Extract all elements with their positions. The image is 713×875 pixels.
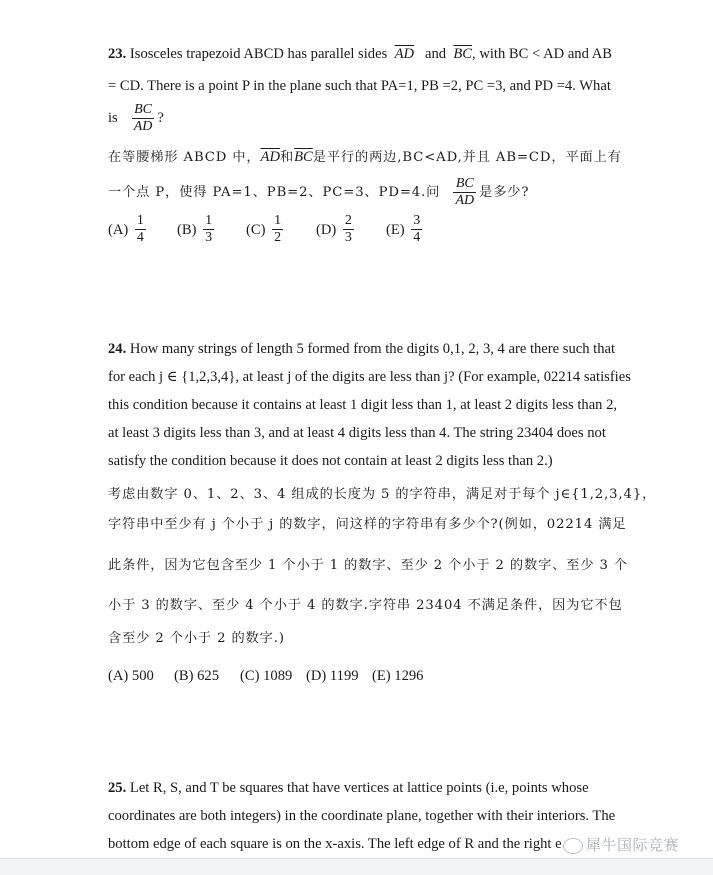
choice-e[interactable]: (E) 1296: [372, 668, 424, 684]
segment-bc: $\overline{BC}$: [453, 46, 473, 62]
q24-en-line-4: at least 3 digits less than 3, and at least 4 digits less than 4. The string 23404 does not: [108, 425, 606, 441]
q23-en-line-3: is $\frac{BC}{AD}$ ?: [108, 102, 164, 134]
q24-cn-line-2: 字符串中至少有 j 个小于 j 的数字，问这样的字符串有多少个?(例如，02214 满足: [108, 517, 627, 532]
q24-answer-choices: [108, 667, 528, 687]
watermark: 犀牛国际竞赛: [563, 834, 679, 855]
q24-cn-line-3: 此条件，因为它包含至少 1 个小于 1 的数字、至少 2 个小于 2 的数字、至少 3 个: [108, 558, 628, 573]
q24-cn-line-5: 含至少 2 个小于 2 的数字.): [108, 631, 285, 646]
fraction-bc-over-ad: $\frac{BC}{AD}$: [133, 102, 153, 134]
q23-en-line-2: = CD. There is a point P in the plane such that PA=1, PB =2, PC =3, and PD =4. What: [108, 78, 611, 94]
segment-ad: $\overline{AD}$: [394, 46, 415, 62]
q25-en-line-1: 25. Let R, S, and T be squares that have vertices at lattice points (i.e, points whose: [108, 780, 589, 796]
segment-ad: $\overline{AD}$: [260, 149, 280, 165]
wechat-icon: [563, 838, 583, 854]
choice-a[interactable]: (A) 500: [108, 668, 154, 684]
q23-en-line-1: 23. Isosceles trapezoid ABCD has parallel sides $\overline{AD}$ and $\overline{BC}$, with BC < AD and AB: [108, 46, 613, 62]
fraction-bc-over-ad: $\frac{BC}{AD}$: [455, 176, 475, 208]
choice-c[interactable]: (C) $\frac{1}{2}$: [246, 213, 282, 245]
choice-c[interactable]: (C) 1089: [240, 668, 293, 684]
choice-fraction: $\frac{1}{2}$: [274, 213, 282, 245]
q25-en-line-3: bottom edge of each square is on the x-axis. The left edge of R and the right e: [108, 836, 562, 852]
q24-cn-line-1: 考虑由数字 0、1、2、3、4 组成的长度为 5 的字符串，满足对于每个 j∈{1,2,3,4}，: [108, 487, 657, 502]
choice-b[interactable]: (B) 625: [174, 668, 219, 684]
q24-en-line-5: satisfy the condition because it does not contain at least 2 digits less than 2.): [108, 453, 553, 469]
q24-en-line-3: this condition because it contains at least 1 digit less than 1, at least 2 digits less than 2,: [108, 397, 618, 413]
choice-a[interactable]: (A) $\frac{1}{4}$: [108, 213, 144, 245]
q24-en-line-2: for each j ∈ {1,2,3,4}, at least j of the digits are less than j? (For example, 02214 satisfies: [108, 369, 631, 385]
choice-b[interactable]: (B) $\frac{1}{3}$: [177, 213, 213, 245]
q23-cn-line-1: 在等腰梯形 ABCD 中，$\overline{AD}$和$\overline{BC}$是平行的两边,BC<AD,并且 AB=CD，平面上有: [108, 149, 622, 165]
choice-d[interactable]: (D) 1199: [306, 668, 359, 684]
question-number: 25.: [108, 780, 127, 796]
choice-d[interactable]: (D) $\frac{2}{3}$: [316, 213, 352, 245]
q24-cn-line-4: 小于 3 的数字、至少 4 个小于 4 的数字.字符串 23404 不满足条件，因为它不包: [108, 598, 623, 613]
bottom-bar: [0, 858, 713, 875]
choice-e[interactable]: (E) $\frac{3}{4}$: [386, 213, 421, 245]
choice-fraction: $\frac{3}{4}$: [413, 213, 421, 245]
choice-fraction: $\frac{1}{4}$: [136, 213, 144, 245]
q23-answer-choices: [108, 213, 528, 249]
choice-fraction: $\frac{1}{3}$: [205, 213, 213, 245]
question-number: 24.: [108, 341, 127, 357]
choice-fraction: $\frac{2}{3}$: [344, 213, 352, 245]
segment-bc: $\overline{BC}$: [294, 149, 313, 165]
q24-en-line-1: 24. How many strings of length 5 formed from the digits 0,1, 2, 3, 4 are there such that: [108, 341, 616, 357]
q25-en-line-2: coordinates are both integers) in the coordinate plane, together with their interiors. The: [108, 808, 616, 824]
q23-cn-line-2: 一个点 P，使得 PA=1、PB=2、PC=3、PD=4.问 $\frac{BC}{AD}$ 是多少?: [108, 176, 530, 208]
question-number: 23.: [108, 46, 127, 62]
